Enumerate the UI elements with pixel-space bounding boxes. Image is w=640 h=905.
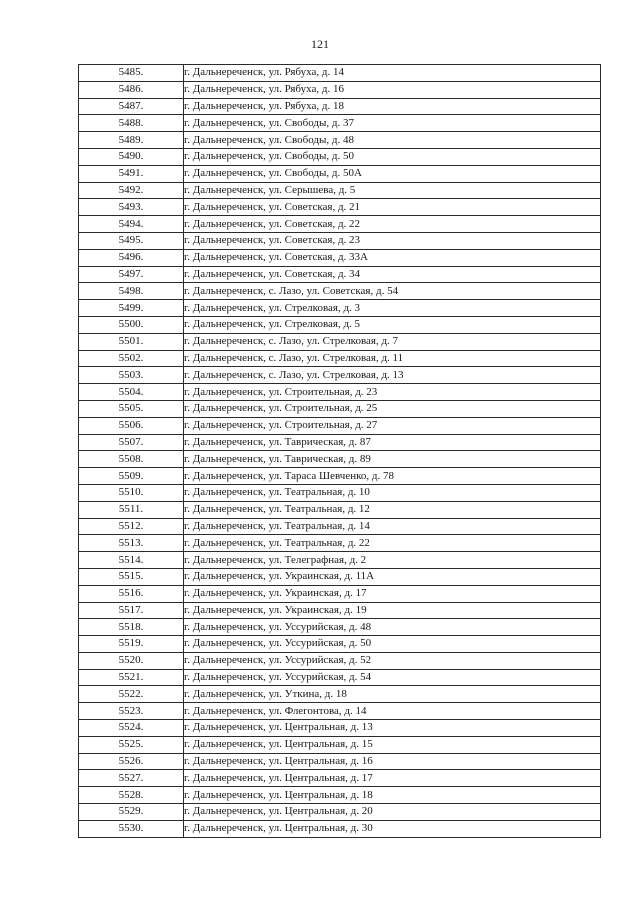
address-cell: г. Дальнереченск, с. Лазо, ул. Стрелковая, д. 13 xyxy=(184,367,601,384)
address-cell: г. Дальнереченск, ул. Серышева, д. 5 xyxy=(184,182,601,199)
row-number-cell: 5509. xyxy=(79,468,184,485)
row-number-cell: 5506. xyxy=(79,417,184,434)
address-cell: г. Дальнереченск, ул. Стрелковая, д. 5 xyxy=(184,316,601,333)
row-number-cell: 5515. xyxy=(79,568,184,585)
table-row xyxy=(79,350,601,367)
address-cell: г. Дальнереченск, ул. Советская, д. 34 xyxy=(184,266,601,283)
table-row xyxy=(79,316,601,333)
row-number-cell: 5519. xyxy=(79,636,184,653)
row-number-cell: 5512. xyxy=(79,518,184,535)
address-cell: г. Дальнереченск, ул. Свободы, д. 37 xyxy=(184,115,601,132)
table-row xyxy=(79,602,601,619)
table-row xyxy=(79,686,601,703)
table-row xyxy=(79,199,601,216)
table-row xyxy=(79,585,601,602)
address-cell: г. Дальнереченск, ул. Уссурийская, д. 50 xyxy=(184,636,601,653)
table-row xyxy=(79,132,601,149)
table-row xyxy=(79,65,601,82)
row-number-cell: 5526. xyxy=(79,753,184,770)
row-number-cell: 5498. xyxy=(79,283,184,300)
row-number-cell: 5510. xyxy=(79,484,184,501)
row-number-cell: 5502. xyxy=(79,350,184,367)
address-cell: г. Дальнереченск, ул. Центральная, д. 16 xyxy=(184,753,601,770)
row-number-cell: 5520. xyxy=(79,652,184,669)
row-number-cell: 5494. xyxy=(79,216,184,233)
address-cell: г. Дальнереченск, ул. Советская, д. 33А xyxy=(184,249,601,266)
table-row xyxy=(79,249,601,266)
row-number-cell: 5499. xyxy=(79,300,184,317)
table-row xyxy=(79,820,601,837)
address-cell: г. Дальнереченск, ул. Украинская, д. 19 xyxy=(184,602,601,619)
address-cell: г. Дальнереченск, ул. Центральная, д. 17 xyxy=(184,770,601,787)
row-number-cell: 5487. xyxy=(79,98,184,115)
row-number-cell: 5522. xyxy=(79,686,184,703)
table-row xyxy=(79,283,601,300)
page-number: 121 xyxy=(311,37,329,51)
address-table xyxy=(78,64,601,838)
address-cell: г. Дальнереченск, ул. Театральная, д. 12 xyxy=(184,501,601,518)
address-cell: г. Дальнереченск, ул. Строительная, д. 27 xyxy=(184,417,601,434)
table-row xyxy=(79,400,601,417)
table-row xyxy=(79,115,601,132)
row-number-cell: 5486. xyxy=(79,81,184,98)
row-number-cell: 5516. xyxy=(79,585,184,602)
row-number-cell: 5504. xyxy=(79,384,184,401)
row-number-cell: 5521. xyxy=(79,669,184,686)
address-cell: г. Дальнереченск, ул. Телеграфная, д. 2 xyxy=(184,552,601,569)
table-row xyxy=(79,165,601,182)
table-row xyxy=(79,216,601,233)
row-number-cell: 5492. xyxy=(79,182,184,199)
table-row xyxy=(79,669,601,686)
address-cell: г. Дальнереченск, ул. Украинская, д. 17 xyxy=(184,585,601,602)
address-cell: г. Дальнереченск, ул. Таврическая, д. 89 xyxy=(184,451,601,468)
address-cell: г. Дальнереченск, ул. Украинская, д. 11А xyxy=(184,568,601,585)
address-cell: г. Дальнереченск, ул. Стрелковая, д. 3 xyxy=(184,300,601,317)
table-row xyxy=(79,232,601,249)
row-number-cell: 5501. xyxy=(79,333,184,350)
table-row xyxy=(79,518,601,535)
address-cell: г. Дальнереченск, ул. Уткина, д. 18 xyxy=(184,686,601,703)
row-number-cell: 5507. xyxy=(79,434,184,451)
address-cell: г. Дальнереченск, ул. Уссурийская, д. 48 xyxy=(184,619,601,636)
address-cell: г. Дальнереченск, ул. Таврическая, д. 87 xyxy=(184,434,601,451)
address-cell: г. Дальнереченск, ул. Центральная, д. 18 xyxy=(184,787,601,804)
row-number-cell: 5505. xyxy=(79,400,184,417)
table-row xyxy=(79,81,601,98)
address-cell: г. Дальнереченск, с. Лазо, ул. Стрелковая, д. 7 xyxy=(184,333,601,350)
address-cell: г. Дальнереченск, ул. Центральная, д. 13 xyxy=(184,720,601,737)
address-cell: г. Дальнереченск, ул. Театральная, д. 22 xyxy=(184,535,601,552)
address-cell: г. Дальнереченск, ул. Советская, д. 21 xyxy=(184,199,601,216)
address-cell: г. Дальнереченск, ул. Рябуха, д. 14 xyxy=(184,65,601,82)
address-cell: г. Дальнереченск, ул. Свободы, д. 48 xyxy=(184,132,601,149)
address-cell: г. Дальнереченск, ул. Рябуха, д. 16 xyxy=(184,81,601,98)
address-cell: г. Дальнереченск, ул. Флегонтова, д. 14 xyxy=(184,703,601,720)
table-row xyxy=(79,619,601,636)
table-row xyxy=(79,333,601,350)
table-row xyxy=(79,300,601,317)
table-row xyxy=(79,787,601,804)
address-cell: г. Дальнереченск, ул. Уссурийская, д. 54 xyxy=(184,669,601,686)
address-cell: г. Дальнереченск, с. Лазо, ул. Советская, д. 54 xyxy=(184,283,601,300)
table-row xyxy=(79,182,601,199)
address-cell: г. Дальнереченск, ул. Рябуха, д. 18 xyxy=(184,98,601,115)
table-row xyxy=(79,417,601,434)
address-cell: г. Дальнереченск, ул. Театральная, д. 10 xyxy=(184,484,601,501)
row-number-cell: 5490. xyxy=(79,148,184,165)
row-number-cell: 5496. xyxy=(79,249,184,266)
table-row xyxy=(79,384,601,401)
row-number-cell: 5524. xyxy=(79,720,184,737)
address-cell: г. Дальнереченск, ул. Свободы, д. 50 xyxy=(184,148,601,165)
row-number-cell: 5530. xyxy=(79,820,184,837)
row-number-cell: 5514. xyxy=(79,552,184,569)
address-cell: г. Дальнереченск, ул. Центральная, д. 15 xyxy=(184,736,601,753)
row-number-cell: 5497. xyxy=(79,266,184,283)
table-row xyxy=(79,434,601,451)
row-number-cell: 5513. xyxy=(79,535,184,552)
row-number-cell: 5523. xyxy=(79,703,184,720)
address-cell: г. Дальнереченск, ул. Центральная, д. 20 xyxy=(184,804,601,821)
table-row xyxy=(79,736,601,753)
table-row xyxy=(79,568,601,585)
table-row xyxy=(79,535,601,552)
table-row xyxy=(79,636,601,653)
address-cell: г. Дальнереченск, ул. Советская, д. 22 xyxy=(184,216,601,233)
address-cell: г. Дальнереченск, ул. Уссурийская, д. 52 xyxy=(184,652,601,669)
row-number-cell: 5493. xyxy=(79,199,184,216)
row-number-cell: 5503. xyxy=(79,367,184,384)
address-cell: г. Дальнереченск, ул. Тараса Шевченко, д. 78 xyxy=(184,468,601,485)
row-number-cell: 5527. xyxy=(79,770,184,787)
table-row xyxy=(79,770,601,787)
table-row xyxy=(79,753,601,770)
row-number-cell: 5500. xyxy=(79,316,184,333)
row-number-cell: 5488. xyxy=(79,115,184,132)
row-number-cell: 5529. xyxy=(79,804,184,821)
address-cell: г. Дальнереченск, ул. Свободы, д. 50А xyxy=(184,165,601,182)
table-row xyxy=(79,552,601,569)
address-cell: г. Дальнереченск, ул. Строительная, д. 25 xyxy=(184,400,601,417)
address-cell: г. Дальнереченск, ул. Театральная, д. 14 xyxy=(184,518,601,535)
row-number-cell: 5491. xyxy=(79,165,184,182)
table-row xyxy=(79,451,601,468)
row-number-cell: 5528. xyxy=(79,787,184,804)
row-number-cell: 5511. xyxy=(79,501,184,518)
address-cell: г. Дальнереченск, ул. Советская, д. 23 xyxy=(184,232,601,249)
address-cell: г. Дальнереченск, ул. Центральная, д. 30 xyxy=(184,820,601,837)
table-row xyxy=(79,148,601,165)
row-number-cell: 5525. xyxy=(79,736,184,753)
table-row xyxy=(79,703,601,720)
address-table-body xyxy=(79,65,601,838)
table-row xyxy=(79,720,601,737)
row-number-cell: 5508. xyxy=(79,451,184,468)
row-number-cell: 5489. xyxy=(79,132,184,149)
address-cell: г. Дальнереченск, с. Лазо, ул. Стрелковая, д. 11 xyxy=(184,350,601,367)
row-number-cell: 5517. xyxy=(79,602,184,619)
table-row xyxy=(79,266,601,283)
address-cell: г. Дальнереченск, ул. Строительная, д. 23 xyxy=(184,384,601,401)
table-row xyxy=(79,804,601,821)
row-number-cell: 5495. xyxy=(79,232,184,249)
row-number-cell: 5485. xyxy=(79,65,184,82)
table-row xyxy=(79,484,601,501)
row-number-cell: 5518. xyxy=(79,619,184,636)
table-row xyxy=(79,367,601,384)
table-row xyxy=(79,468,601,485)
table-row xyxy=(79,98,601,115)
table-row xyxy=(79,501,601,518)
table-row xyxy=(79,652,601,669)
